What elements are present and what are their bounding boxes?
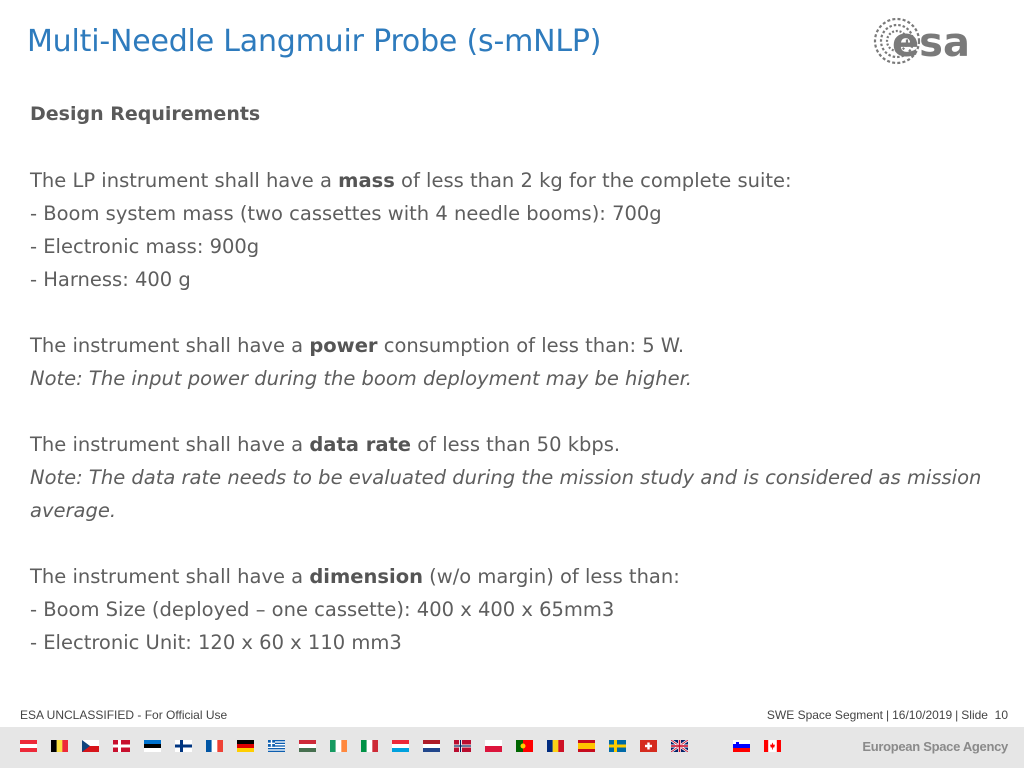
- flag-netherlands-icon: [423, 740, 440, 752]
- flag-norway-icon: [454, 740, 471, 752]
- flag-france-icon: [206, 740, 223, 752]
- data-rate-note: Note: The data rate needs to be evaluated during the mission study and is considered as mission average.: [30, 466, 982, 522]
- power-note: Note: The input power during the boom deployment may be higher.: [30, 367, 692, 390]
- flag-romania-icon: [547, 740, 564, 752]
- flag-greece-icon: [268, 740, 285, 752]
- list-item: - Harness: 400 g: [30, 268, 191, 291]
- flag-denmark-icon: [113, 740, 130, 752]
- agency-name: European Space Agency: [862, 739, 1008, 754]
- classification-label: ESA UNCLASSIFIED - For Official Use: [20, 708, 228, 722]
- flag-italy-icon: [361, 740, 378, 752]
- slide-label: Slide: [961, 708, 988, 722]
- flag-estonia-icon: [144, 740, 161, 752]
- esa-logo: [870, 14, 1010, 66]
- flag-spacer: [702, 740, 719, 752]
- list-item: - Boom system mass (two cassettes with 4 needle booms): 700g: [30, 202, 662, 225]
- flag-poland-icon: [485, 740, 502, 752]
- flag-belgium-icon: [51, 740, 68, 752]
- flag-luxembourg-icon: [392, 740, 409, 752]
- esa-logo-icon: [870, 14, 1010, 66]
- segment-label: SWE Space Segment: [766, 708, 883, 722]
- footer-info: SWE Space Segment | 16/10/2019 | Slide 10: [766, 708, 1008, 722]
- mass-requirement: The LP instrument shall have a mass of less than 2 kg for the complete suite:: [30, 169, 792, 192]
- slide-body: [30, 98, 1005, 659]
- list-item: - Boom Size (deployed – one cassette): 400 x 400 x 65mm3: [30, 598, 615, 621]
- flag-finland-icon: [175, 740, 192, 752]
- flag-spain-icon: [578, 740, 595, 752]
- dimension-requirement: The instrument shall have a dimension (w/o margin) of less than:: [30, 565, 680, 588]
- flag-ireland-icon: [330, 740, 347, 752]
- flag-slovenia-icon: [733, 740, 750, 752]
- section-heading: Design Requirements: [30, 103, 261, 125]
- flag-czech-republic-icon: [82, 740, 99, 752]
- flag-portugal-icon: [516, 740, 533, 752]
- flag-bar: [0, 727, 1024, 768]
- slide-number: 10: [994, 708, 1008, 722]
- data-rate-requirement: The instrument shall have a data rate of less than 50 kbps.: [30, 433, 621, 456]
- flag-germany-icon: [237, 740, 254, 752]
- list-item: - Electronic Unit: 120 x 60 x 110 mm3: [30, 631, 402, 654]
- date-label: 16/10/2019: [892, 708, 953, 722]
- flag-united-kingdom-icon: [671, 740, 688, 752]
- flag-switzerland-icon: [640, 740, 657, 752]
- flag-hungary-icon: [299, 740, 316, 752]
- flag-sweden-icon: [609, 740, 626, 752]
- member-flags: [20, 740, 795, 752]
- page-title: Multi-Needle Langmuir Probe (s-mNLP): [27, 24, 602, 59]
- svg-text:esa: esa: [892, 20, 970, 66]
- flag-austria-icon: [20, 740, 37, 752]
- list-item: - Electronic mass: 900g: [30, 235, 260, 258]
- flag-canada-icon: [764, 740, 781, 752]
- power-requirement: The instrument shall have a power consumption of less than: 5 W.: [30, 334, 685, 357]
